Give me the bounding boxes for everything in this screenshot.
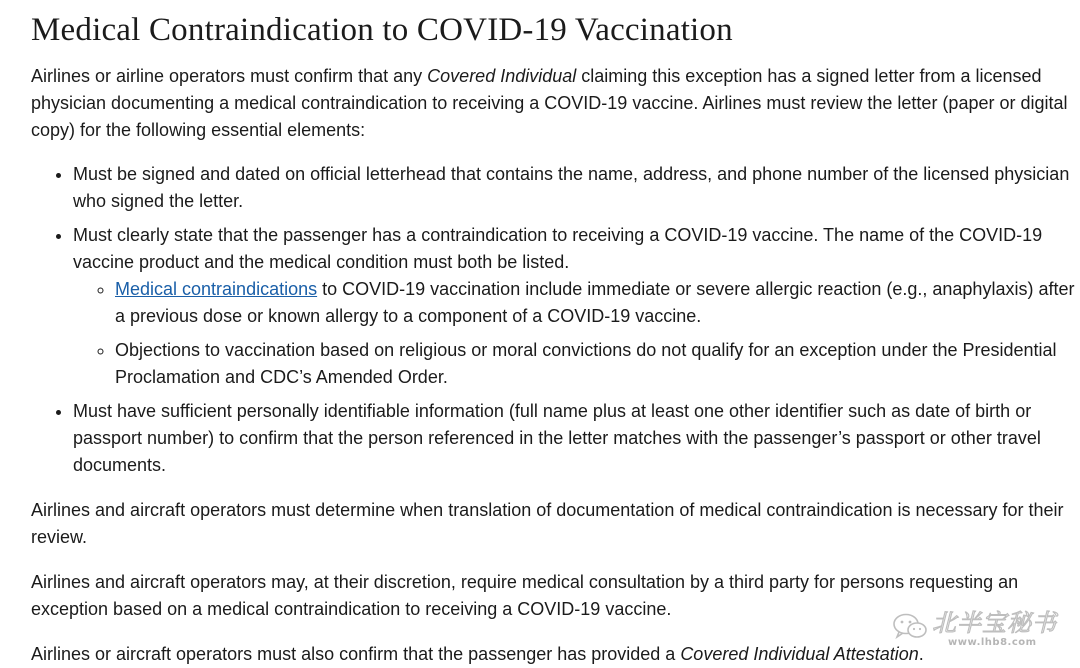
article-content [31, 0, 1076, 668]
translation-paragraph: Airlines and aircraft operators must determine when translation of documentation of medical contraindication is necessary for their review. [31, 500, 1064, 547]
attestation-emphasis: Covered Individual Attestation [680, 644, 919, 664]
sublist-item-medical-contraindications [115, 276, 1076, 330]
attestation-text-start: Airlines or aircraft operators must also confirm that the passenger has provided a [31, 644, 681, 664]
attestation-text-end: . [918, 644, 924, 664]
requirements-list [31, 161, 1076, 479]
consultation-paragraph: Airlines and aircraft operators may, at their discretion, require medical consultation by a third party for persons requesting an exception based on a medical contraindication to receiving a COVID-19 vaccine. [31, 572, 1019, 619]
sublist-text: to COVID-19 vaccination include immediate or severe allergic reaction (e.g., anaphylaxis) after a previous dose or known allergy to a component of a COVID-19 vaccine. [115, 279, 1075, 326]
sublist-item-objections [115, 337, 1076, 391]
intro-emphasis: Covered Individual [427, 66, 577, 86]
requirement-text: Must have sufficient personally identifiable information (full name plus at least one other identifier such as date of birth or passport number) to confirm that the person referenced in the letter matches with the passenger’s passport or other travel documents. [73, 401, 1041, 475]
medical-contraindications-link[interactable]: Medical contraindications [115, 279, 318, 299]
watermark [892, 607, 1062, 651]
requirement-item-identification [73, 398, 1076, 479]
watermark-title: 北半宝秘书 [932, 609, 1057, 637]
sublist-text: Objections to vaccination based on religious or moral convictions do not qualify for an exception under the Presidential Proclamation and CDC’s Amended Order. [115, 340, 1057, 387]
requirement-item-letterhead [73, 161, 1076, 215]
wechat-logo-icon [892, 613, 928, 641]
intro-paragraph [31, 63, 1076, 144]
requirement-item-contraindication [73, 222, 1076, 391]
contraindication-sublist [73, 276, 1076, 391]
requirement-text: Must be signed and dated on official letterhead that contains the name, address, and phone number of the licensed physician who signed the letter. [73, 164, 1070, 211]
requirement-text: Must clearly state that the passenger has a contraindication to receiving a COVID-19 vaccine. The name of the COVID-19 vaccine product and the medical condition must both be listed. [73, 225, 1043, 272]
watermark-url: www.lhb8.com [948, 637, 1037, 648]
intro-text-end: claiming this exception has a signed letter from a licensed physician documenting a medical contraindication to receiving a COVID-19 vaccine. Airlines must review the letter (paper or digital copy) for the following essential elements: [31, 66, 1068, 140]
intro-text-start: Airlines or airline operators must confirm that any [31, 66, 428, 86]
page-title: Medical Contraindication to COVID-19 Vaccination [31, 12, 733, 48]
